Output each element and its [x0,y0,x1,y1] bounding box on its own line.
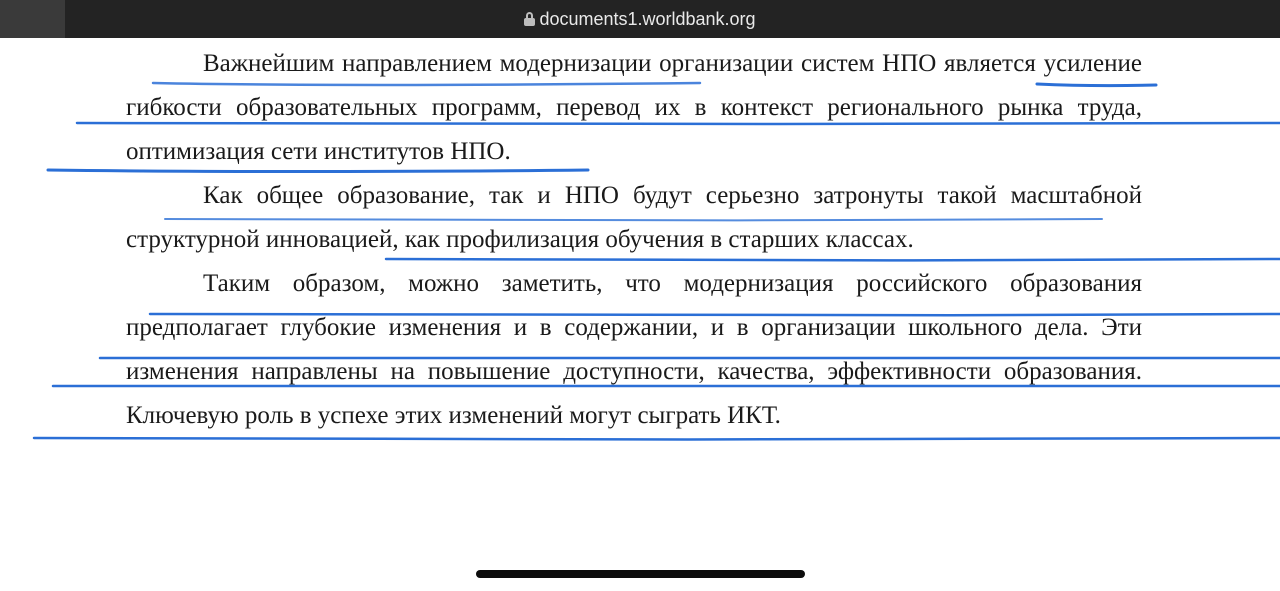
browser-toolbar [0,0,1280,38]
url-text: documents1.worldbank.org [539,8,756,29]
lock-icon [524,12,535,26]
paragraph-3: Таким образом, можно заметить, что модернизация российского образования предполагает глубокие изменения и в содержании, и в организации школьного дела. Эти изменения направлены на повышение доступности, качества, эффективности образования. Ключевую роль в успехе этих изменений могут сыграть ИКТ. [126,270,1142,429]
paragraph-2: Как общее образование, так и НПО будут серьезно затронуты такой масштабной структурной инновацией, как профилизация обучения в старших классах. [126,182,1142,253]
document-body [126,42,1142,438]
home-indicator-bar[interactable] [476,570,805,578]
address-bar[interactable] [0,0,1280,38]
paragraph-1: Важнейшим направлением модернизации организации систем НПО является усиление гибкости образовательных программ, перевод их в контекст регионального рынка труда, оптимизация сети институтов НПО. [126,50,1142,165]
underline-mark [34,438,1280,440]
